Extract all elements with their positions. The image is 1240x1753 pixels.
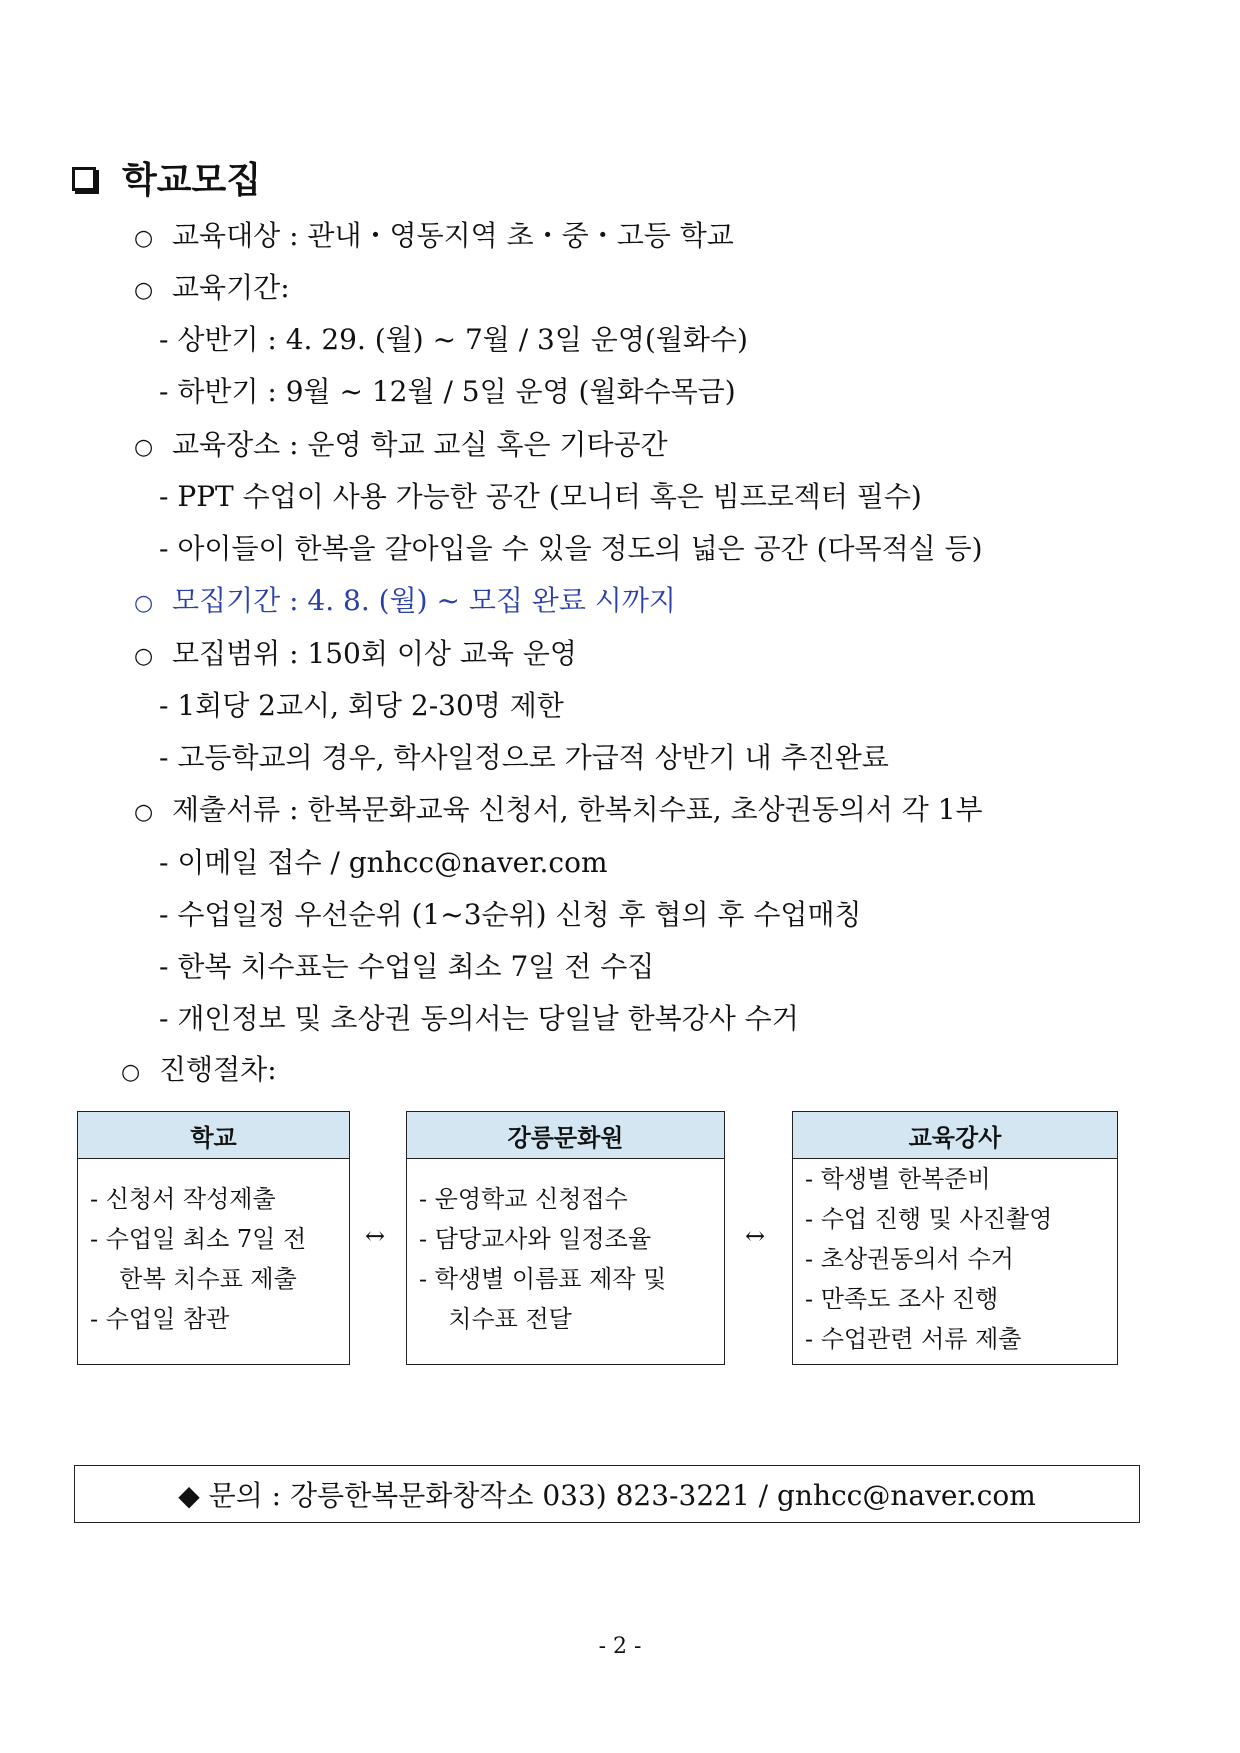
- procedure-box-school: [77, 1111, 350, 1365]
- circle-bullet-icon: ○: [134, 226, 154, 251]
- box-body: [78, 1159, 349, 1339]
- circle-bullet-icon: ○: [134, 800, 154, 825]
- box-item: - 수업일 참관: [90, 1305, 230, 1333]
- box-title: 강릉문화원: [407, 1112, 724, 1159]
- circle-bullet-icon: ○: [134, 591, 154, 616]
- box-item: - 학생별 이름표 제작 및: [419, 1265, 667, 1293]
- contact-box: [74, 1465, 1140, 1523]
- line-scope-highschool: - 고등학교의 경우, 학사일정으로 가급적 상반기 내 추진완료: [159, 741, 889, 774]
- box-item: - 초상권동의서 수거: [805, 1245, 1014, 1273]
- box-body: [407, 1159, 724, 1339]
- box-item: - 신청서 작성제출: [90, 1185, 276, 1213]
- line-documents: ○ 제출서류 : 한복문화교육 신청서, 한복치수표, 초상권동의서 각 1부: [134, 792, 983, 831]
- page-number: - 2 -: [598, 1634, 642, 1659]
- line-scope-limit: - 1회당 2교시, 회당 2-30명 제한: [159, 689, 564, 722]
- box-item: - 수업관련 서류 제출: [805, 1325, 1022, 1353]
- line-procedure: ○ 진행절차:: [121, 1052, 277, 1091]
- box-item: 치수표 전달: [433, 1305, 572, 1333]
- box-item: - 만족도 조사 진행: [805, 1285, 999, 1313]
- procedure-box-culture-center: [406, 1111, 725, 1365]
- box-item: - 수업일 최소 7일 전: [90, 1225, 307, 1253]
- line-recruit-period: ○ 모집기간 : 4. 8. (월) ~ 모집 완료 시까지: [134, 583, 676, 622]
- line-priority: - 수업일정 우선순위 (1~3순위) 신청 후 협의 후 수업매칭: [159, 898, 862, 931]
- line-place-ppt: - PPT 수업이 사용 가능한 공간 (모니터 혹은 빔프로젝터 필수): [159, 480, 922, 513]
- box-item: - 수업 진행 및 사진촬영: [805, 1205, 1053, 1233]
- contact-text: ◆ 문의 : 강릉한복문화창작소 033) 823-3221 / gnhcc@naver.com: [178, 1479, 1036, 1512]
- line-measure: - 한복 치수표는 수업일 최소 7일 전 수집: [159, 950, 655, 983]
- line-period: ○ 교육기간:: [134, 270, 290, 309]
- box-title: 교육강사: [793, 1112, 1117, 1159]
- box-item: - 담당교사와 일정조율: [419, 1225, 652, 1253]
- line-target: ○ 교육대상 : 관내・영동지역 초・중・고등 학교: [134, 218, 734, 257]
- line-first-half: - 상반기 : 4. 29. (월) ~ 7월 / 3일 운영(월화수): [159, 323, 748, 356]
- line-scope: ○ 모집범위 : 150회 이상 교육 운영: [134, 636, 577, 675]
- line-second-half: - 하반기 : 9월 ~ 12월 / 5일 운영 (월화수목금): [159, 375, 736, 408]
- box-item: 한복 치수표 제출: [104, 1265, 297, 1293]
- box-item: - 학생별 한복준비: [805, 1165, 991, 1193]
- line-email: - 이메일 접수 / gnhcc@naver.com: [159, 846, 608, 879]
- section-title: 학교모집: [122, 159, 262, 201]
- procedure-box-instructor: [792, 1111, 1118, 1365]
- double-arrow-icon: ↔: [365, 1222, 386, 1250]
- checkbox-square-icon: [72, 167, 96, 191]
- line-place-room: - 아이들이 한복을 갈아입을 수 있을 정도의 넓은 공간 (다목적실 등): [159, 532, 983, 565]
- box-body: [793, 1159, 1117, 1359]
- box-item: - 운영학교 신청접수: [419, 1185, 628, 1213]
- circle-bullet-icon: ○: [121, 1060, 141, 1085]
- circle-bullet-icon: ○: [134, 435, 154, 460]
- line-place: ○ 교육장소 : 운영 학교 교실 혹은 기타공간: [134, 427, 668, 466]
- box-title: 학교: [78, 1112, 349, 1159]
- line-consent: - 개인정보 및 초상권 동의서는 당일날 한복강사 수거: [159, 1002, 799, 1035]
- section-heading: [72, 152, 261, 203]
- circle-bullet-icon: ○: [134, 644, 154, 669]
- double-arrow-icon: ↔: [745, 1222, 766, 1250]
- circle-bullet-icon: ○: [134, 278, 154, 303]
